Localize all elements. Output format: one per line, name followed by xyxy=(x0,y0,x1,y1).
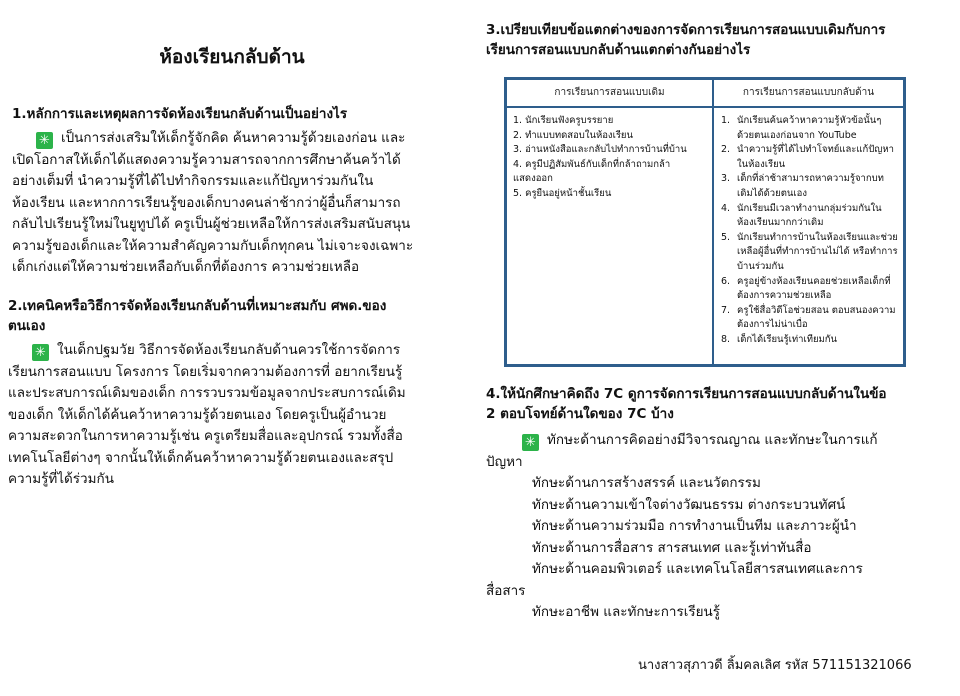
list-item xyxy=(721,114,901,143)
list-text: ครูใช้สื่อวิดีโอช่วยสอน ตอบสนองความ ต้องการไม่น่าเบื่อ xyxy=(737,304,896,331)
list-item xyxy=(721,333,901,348)
section-4 xyxy=(486,384,954,624)
list-item: 2. ทำแบบทดสอบในห้องเรียน xyxy=(513,129,633,141)
section-4-body: ✳ ทักษะด้านการคิดอย่างมีวิจารณญาณ และทักษะในการแก้ ปัญหา ทักษะด้านการสร้างสรรค์ และนวัตกรรม ทักษะด้านความเข้าใจต่างวัฒนธรรม ต่างกระบวนทัศน์ ทักษะด้านความร่วมมือ การทำงานเป็นทีม และภาวะผู้นำ ทักษะด้านการสื่อสาร สารสนเทศ และรู้เท่าทันสื่อ ทักษะด้านคอมพิวเตอร์ และเทคโนโลยีสารสนเทศและการ สื่อสาร ทักษะอาชีพ และทักษะการเรียนรู้ xyxy=(486,430,954,624)
list-item xyxy=(721,143,901,172)
list-text: เด็กที่ล่าช้าสามารถหาความรู้จากบท เดิมได้ด้วยตนเอง xyxy=(737,173,884,199)
list-item: แสดงออก xyxy=(513,173,553,185)
list-text: นักเรียนค้นคว้าหาความรู้หัวข้อนั้นๆ ด้วยตนเองก่อนจาก YouTube xyxy=(737,115,882,141)
table-divider xyxy=(712,80,714,364)
skill-item: ทักษะด้านคอมพิวเตอร์ และเทคโนโลยีสารสนเทศและการ xyxy=(532,561,863,577)
table-header xyxy=(507,80,903,108)
list-number: 2. xyxy=(721,144,731,156)
list-number: 4. xyxy=(721,202,731,214)
skill-item: ทักษะด้านความเข้าใจต่างวัฒนธรรม ต่างกระบวนทัศน์ xyxy=(532,496,846,513)
list-item xyxy=(721,275,901,304)
comparison-table xyxy=(504,77,906,367)
list-item: 5. ครูยืนอยู่หน้าชั้นเรียน xyxy=(513,187,612,199)
section-3 xyxy=(486,20,954,60)
section-2-body: ✳ ในเด็กปฐมวัย วิธีการจัดห้องเรียนกลับด้านควรใช้การจัดการ เรียนการสอนแบบ โครงการ โดยเริ่มจากความต้องการที่ อยากเรียนรู้ และประสบการณ์เดิมของเด็ก การรวบรวมข้อมูลจากประสบการณ์เดิม ของเด็ก ให้เด็กได้ค้นคว้าหาความรู้ด้วยตนเอง โดยครูเป็นผู้อำนวย ความสะดวกในการหาความรู้เช่น ครูเตรียมสื่อและอุปกรณ์ รวมทั้งสื่อ เทคโนโลยีต่างๆ จากนั้นให้เด็กค้นคว้าหาความรู้ด้วยตนเองและสรุป ความรู้ที่ได้ร่วมกัน xyxy=(8,342,406,487)
section-4-heading: 4.ให้นักศึกษาคิดถึง 7C ดูการจัดการเรียนการสอนแบบกลับด้านในข้อ 2 ตอบโจทย์ด้านใดของ 7C บ้าง xyxy=(486,386,887,422)
list-text: นักเรียนทำการบ้านในห้องเรียนและช่วย เหลือผู้อื่นที่ทำการบ้านไม่ได้ หรือทำการ บ้านร่วมกัน xyxy=(737,231,898,272)
list-item xyxy=(721,304,901,333)
section-1 xyxy=(12,104,456,279)
col-traditional xyxy=(513,114,705,202)
list-text: นักเรียนมีเวลาทำงานกลุ่มร่วมกันใน ห้องเรียนมากกว่าเดิม xyxy=(737,202,882,229)
section-1-heading: 1.หลักการและเหตุผลการจัดห้องเรียนกลับด้านเป็นอย่างไร xyxy=(12,106,348,122)
list-number: 8. xyxy=(721,333,731,345)
list-text: ครูอยู่ข้างห้องเรียนคอยช่วยเหลือเด็กที่ ต้องการความช่วยเหลือ xyxy=(737,275,891,302)
col-traditional-header: การเรียนการสอนแบบเดิม xyxy=(507,80,714,106)
list-text: นำความรู้ที่ได้ไปทำโจทย์และแก้ปัญหา ในห้องเรียน xyxy=(737,144,894,170)
section-1-body: ✳ เป็นการส่งเสริมให้เด็กรู้จักคิด ค้นหาความรู้ด้วยเองก่อน และ เปิดโอกาสให้เด็กได้แสดงความรู้ความสารถจากการศึกษาค้นคว้าได้ อย่างเต็มที่ นำความรู้ที่ได้ไปทำกิจกรรมและแก้ปัญหาร่วมกันใน ห้องเรียน และหากการเรียนรู้ของเด็กบางคนล่าช้ากว่าผู้อื่นก็สามารถ กลับไปเรียนรู้ใหม่ในยูทูปได้ ครูเป็นผู้ช่วยเหลือให้การส่งเสริมสนับสนุน ความรู้ของเด็กและให้ความสำคัญความกับเด็กทุกคน ไม่เจาะจงเฉพาะ เด็กเก่งแต่ให้ความช่วยเหลือกับเด็กที่ต้องการ ความช่วยเหลือ xyxy=(12,130,414,275)
list-number: 6. xyxy=(721,275,731,287)
section-2-heading: 2.เทคนิคหรือวิธีการจัดห้องเรียนกลับด้านที่เหมาะสมกับ ศพด.ของ ตนเอง xyxy=(8,298,387,334)
sparkle-icon: ✳ xyxy=(32,344,49,361)
skill-item: ทักษะด้านความร่วมมือ การทำงานเป็นทีม และภาวะผู้นำ xyxy=(532,518,857,534)
list-text: เด็กได้เรียนรู้เท่าเทียมกัน xyxy=(737,333,838,345)
list-item xyxy=(721,202,901,231)
list-number: 1. xyxy=(721,115,731,126)
list-item xyxy=(721,172,901,201)
list-number: 7. xyxy=(721,304,731,316)
sparkle-icon: ✳ xyxy=(36,132,53,149)
list-item xyxy=(721,231,901,275)
author-signature: นางสาวสุภาวดี ลิ้มคลเลิศ รหัส 571151321066 xyxy=(638,658,912,673)
section-3-heading: 3.เปรียบเทียบข้อแตกต่างของการจัดการเรียนการสอนแบบเดิมกับการ เรียนการสอนแบบกลับด้านแตกต่างกันอย่างไร xyxy=(486,22,886,58)
section-2 xyxy=(8,296,456,491)
skill-item: ทักษะด้านการสื่อสาร สารสนเทศ และรู้เท่าทันสื่อ xyxy=(532,539,812,556)
list-number: 3. xyxy=(721,173,731,185)
skill-item: ทักษะด้านการสร้างสรรค์ และนวัตกรรม xyxy=(532,475,761,491)
list-item: 1. นักเรียนฟังครูบรรยาย xyxy=(513,115,614,126)
page-title: ห้องเรียนกลับด้าน xyxy=(159,46,305,68)
skill-item: ทักษะอาชีพ และทักษะการเรียนรู้ xyxy=(532,604,720,620)
list-number: 5. xyxy=(721,231,731,243)
col-flipped-header: การเรียนการสอนแบบกลับด้าน xyxy=(742,87,875,98)
list-item: 4. ครูมีปฏิสัมพันธ์กับเด็กที่กล้าถามกล้า xyxy=(513,158,671,170)
list-item: 3. อ่านหนังสือและกลับไปทำการบ้านที่บ้าน xyxy=(513,144,687,156)
col-flipped xyxy=(721,114,901,348)
sparkle-icon: ✳ xyxy=(522,434,539,451)
